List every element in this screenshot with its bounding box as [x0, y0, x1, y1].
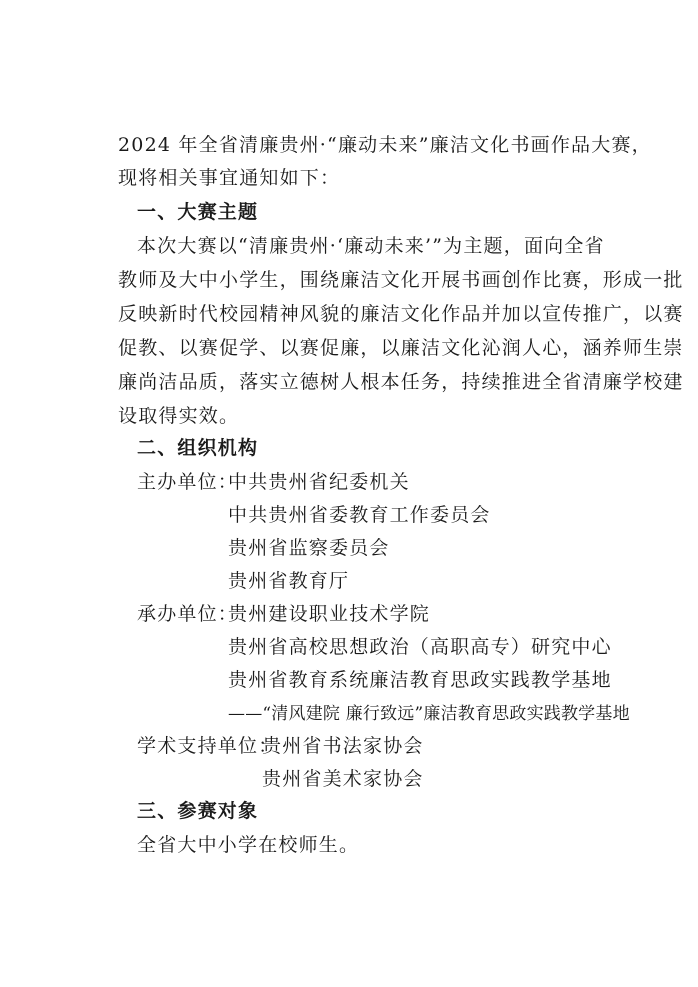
academic-unit-1: 贵州省书法家协会 — [262, 735, 424, 757]
section-1-line-6: 设取得实效。 — [118, 405, 240, 427]
organizer-unit-1: 贵州建设职业技术学院 — [228, 603, 431, 625]
section-3-line: 全省大中小学在校师生。 — [137, 834, 360, 856]
section-1-line-1: 本次大赛以“清廉贵州·‘廉动未来’”为主题，面向全省 — [137, 235, 605, 257]
intro-line-1: 2024 年全省清廉贵州·“廉动未来”廉洁文化书画作品大赛， — [118, 134, 652, 156]
academic-label: 学术支持单位： — [137, 735, 279, 757]
host-label: 主办单位： — [137, 471, 239, 493]
section-1-line-2: 教师及大中小学生，围绕廉洁文化开展书画创作比赛，形成一批 — [118, 269, 684, 291]
academic-unit-2: 贵州省美术家协会 — [262, 768, 424, 790]
organizer-unit-2: 贵州省高校思想政治（高职高专）研究中心 — [228, 636, 612, 658]
host-unit-3: 贵州省监察委员会 — [228, 537, 390, 559]
section-1-heading: 一、大赛主题 — [137, 201, 259, 223]
organizer-subline: ——“清风建院 廉行致远”廉洁教育思政实践教学基地 — [228, 704, 630, 724]
section-1-line-5: 廉尚洁品质，落实立德树人根本任务，持续推进全省清廉学校建 — [118, 371, 684, 393]
section-3-heading: 三、参赛对象 — [137, 800, 259, 822]
section-2-heading: 二、组织机构 — [137, 437, 259, 459]
organizer-label: 承办单位： — [137, 603, 239, 625]
host-unit-4: 贵州省教育厅 — [228, 570, 350, 592]
section-1-line-4: 促教、以赛促学、以赛促廉，以廉洁文化沁润人心，涵养师生崇 — [118, 337, 684, 359]
host-unit-1: 中共贵州省纪委机关 — [228, 471, 410, 493]
intro-line-2: 现将相关事宜通知如下： — [118, 167, 341, 189]
host-unit-2: 中共贵州省委教育工作委员会 — [228, 504, 491, 526]
organizer-unit-3: 贵州省教育系统廉洁教育思政实践教学基地 — [228, 669, 612, 691]
section-1-line-3: 反映新时代校园精神风貌的廉洁文化作品并加以宣传推广，以赛 — [118, 303, 684, 325]
